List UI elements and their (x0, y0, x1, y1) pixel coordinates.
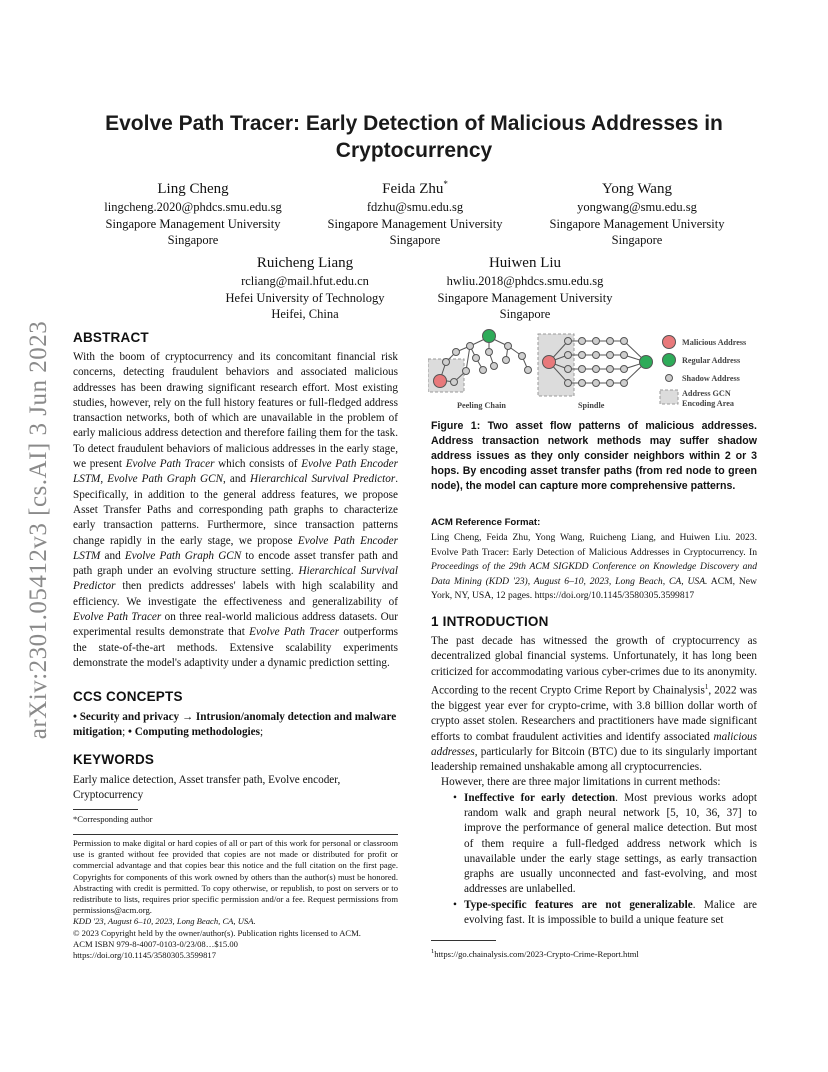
spindle-regular-node (640, 356, 653, 369)
legend-shadow-label: Shadow Address (682, 374, 740, 383)
legend-encoding-label-line2: Encoding Area (682, 399, 734, 408)
limitation-bullet-2: • Type-specific features are not generalizable. Malice are evolving fast. It is impossible to build a unique feature set (453, 898, 758, 927)
author-location: Singapore (167, 233, 219, 247)
keywords-heading: KEYWORDS (73, 752, 155, 767)
author-location: Singapore (499, 307, 551, 321)
legend-regular-swatch (663, 354, 676, 367)
author-name: Feida Zhu* (382, 179, 448, 197)
acm-reference-body: Ling Cheng, Feida Zhu, Yong Wang, Ruicheng Liang, and Huiwen Liu. 2023. Evolve Path Tracer: Early Detection of Malicious Addresses in Cryptocurrency. In Proceedings of the 29th ACM SIGKDD Conference on Knowledge Discovery and Data Mining (KDD '23), August 6–10, 2023, Long Beach, CA, USA. ACM, New York, NY, USA, 12 pages. https://doi.org/10.1145/3580305.3599817 (431, 532, 757, 601)
figure-1-diagram (428, 326, 758, 414)
author-location: Heifei, China (271, 307, 339, 321)
limitation-bullet-1: • Ineffective for early detection. Most previous works adopt random walk and graph neural network [5, 10, 36, 37] to improve the performance of general malice detection. But most of them require a full-fledged address network which is unavailable under the early stage settings, as early transaction graphs are usually unconnected and fast-evolving, and most addresses are unlabelled. (453, 791, 757, 896)
abstract-heading: ABSTRACT (73, 330, 149, 345)
ccs-heading: CCS CONCEPTS (73, 689, 183, 704)
introduction-paragraph-2: However, there are three major limitations in current methods: (441, 776, 721, 789)
introduction-body (431, 634, 757, 928)
author-affiliation: Singapore Management University (437, 290, 613, 305)
peeling-chain-label: Peeling Chain (457, 401, 506, 410)
author-email: yongwang@smu.edu.sg (577, 200, 697, 214)
arxiv-identifier-text: arXiv:2301.05412v3 [cs.AI] 3 Jun 2023 (25, 320, 52, 740)
peeling-chain-regular-node (483, 330, 496, 343)
figure-1-caption: Figure 1: Two asset flow patterns of malicious addresses. Address transaction network methods may suffer shadow address issues as they only consider neighbors within 2 or 3 hops. By encoding asset transfer paths (from red node to green node), the model can capture more comprehensive patterns. (431, 420, 757, 492)
author-affiliation: Singapore Management University (105, 216, 281, 231)
introduction-paragraph-1: The past decade has witnessed the growth of cryptocurrency as decentralized global financial systems. Unfortunately, it has long been criticized for accommodating various cyber-crimes due to its anonymity. According to the recent Crypto Crime Report by Chainalysis$^1$, 2022 was the biggest year ever for crypto-crime, with 3.8 billion dollar worth of crypto asset stolen. Researchers and practitioners have made significant efforts to combat fraudulent activities and identify associated malicious addresses, particularly for Bitcoin (BTC) due to its singularly important leadership remained unshakable among all cryptocurrencies. (431, 635, 758, 774)
author-affiliation: Singapore Management University (549, 216, 725, 231)
author-email: lingcheng.2020@phdcs.smu.edu.sg (104, 200, 282, 214)
paper-title: Evolve Path Tracer: Early Detection of Malicious Addresses in Cryptocurrency (105, 112, 723, 162)
acm-reference-heading: ACM Reference Format: (431, 517, 541, 528)
peeling-chain-malicious-node (434, 375, 447, 388)
spindle-malicious-node (543, 356, 556, 369)
author-email: hwliu.2018@phdcs.smu.edu.sg (446, 274, 604, 288)
footnote-rule (73, 809, 138, 810)
author-name: Yong Wang (602, 181, 672, 197)
author-block (532, 174, 742, 249)
legend-encoding-label-line1: Address GCN (682, 389, 731, 398)
url-footnote: $^1$https://go.chainalysis.com/2023-Crypto-Crime-Report.html (431, 948, 639, 959)
keywords-body: Early malice detection, Asset transfer path, Evolve encoder, Cryptocurrency (73, 774, 341, 802)
author-email: rcliang@mail.hfut.edu.cn (241, 274, 369, 288)
arxiv-identifier (19, 300, 59, 760)
permission-block: Permission to make digital or hard copies of all or part of this work for personal or classroom use is granted without fee provided that copies are not made or distributed for profit or commercial advantage and that copies bear this notice and the full citation on the first page. Copyrights for components of this work owned by others than the author(s) must be honored. Abstracting with credit is permitted. To copy otherwise, or republish, to post on servers or to redistribute to lists, requires prior specific permission and/or a fee. Request permissions from permissions@acm.org. KDD '23, August 6–10, 2023, Long Beach, CA, USA. © 2023 Copyright held by the owner/author(s). Publication rights licensed to ACM. ACM ISBN 979-8-4007-0103-0/23/08…$15.00 https://doi.org/10.1145/3580305.3599817 (73, 838, 398, 961)
corresponding-author-footnote: *Corresponding author (73, 814, 153, 824)
permission-rule (73, 834, 398, 835)
abstract-body: With the boom of cryptocurrency and its concomitant financial risk concerns, detecting fraudulent behaviors and associated malicious addresses has been drawing significant research effort. Most existing studies, however, rely on the full history features or full-fledged address transaction networks, both of which are unavailable in the problem of early malicious address detection and therefore failing them for the task. To detect fraudulent behaviors of malicious addresses in the early stage, we present Evolve Path Tracer which consists of Evolve Path Encoder LSTM, Evolve Path Graph GCN, and Hierarchical Survival Predictor. Specifically, in addition to the general address features, we propose Asset Transfer Paths and corresponding path graphs to characterize early transaction patterns. Furthermore, since transaction patterns change rapidly in the early stage, we propose Evolve Path Encoder LSTM and Evolve Path Graph GCN to encode asset transfer path and path graph under an evolving structure setting. Hierarchical Survival Predictor then predicts addresses' labels with high scalability and efficiency. We investigate the effectiveness and generalizability of Evolve Path Tracer on three real-world malicious address datasets. Our experimental results demonstrate that Evolve Path Tracer outperforms the state-of-the-art methods. Extensive scalability experiments demonstrate the model's adaptivity under a dynamic prediction setting. (73, 351, 399, 669)
ccs-body: • Security and privacy → Intrusion/anomaly detection and malware mitigation; • Computing methodologies; (73, 711, 397, 739)
author-block (420, 253, 630, 323)
legend-shadow-swatch (666, 375, 673, 382)
legend-regular-label: Regular Address (682, 356, 741, 365)
introduction-heading: 1 INTRODUCTION (431, 614, 549, 629)
spindle-label: Spindle (578, 401, 605, 410)
author-name: Ruicheng Liang (256, 255, 354, 271)
legend-encoding-swatch (660, 390, 678, 404)
legend-malicious-label: Malicious Address (682, 338, 747, 347)
author-name: Huiwen Liu (488, 255, 562, 271)
author-block (310, 174, 520, 249)
author-location: Singapore (611, 233, 663, 247)
author-location: Singapore (389, 233, 441, 247)
author-affiliation: Singapore Management University (327, 216, 503, 231)
author-email: fdzhu@smu.edu.sg (366, 200, 464, 214)
author-name: Ling Cheng (157, 181, 229, 197)
author-block (205, 253, 405, 323)
url-footnote-rule (431, 940, 496, 941)
author-block (88, 174, 298, 249)
legend-malicious-swatch (663, 336, 676, 349)
author-affiliation: Hefei University of Technology (225, 290, 385, 305)
